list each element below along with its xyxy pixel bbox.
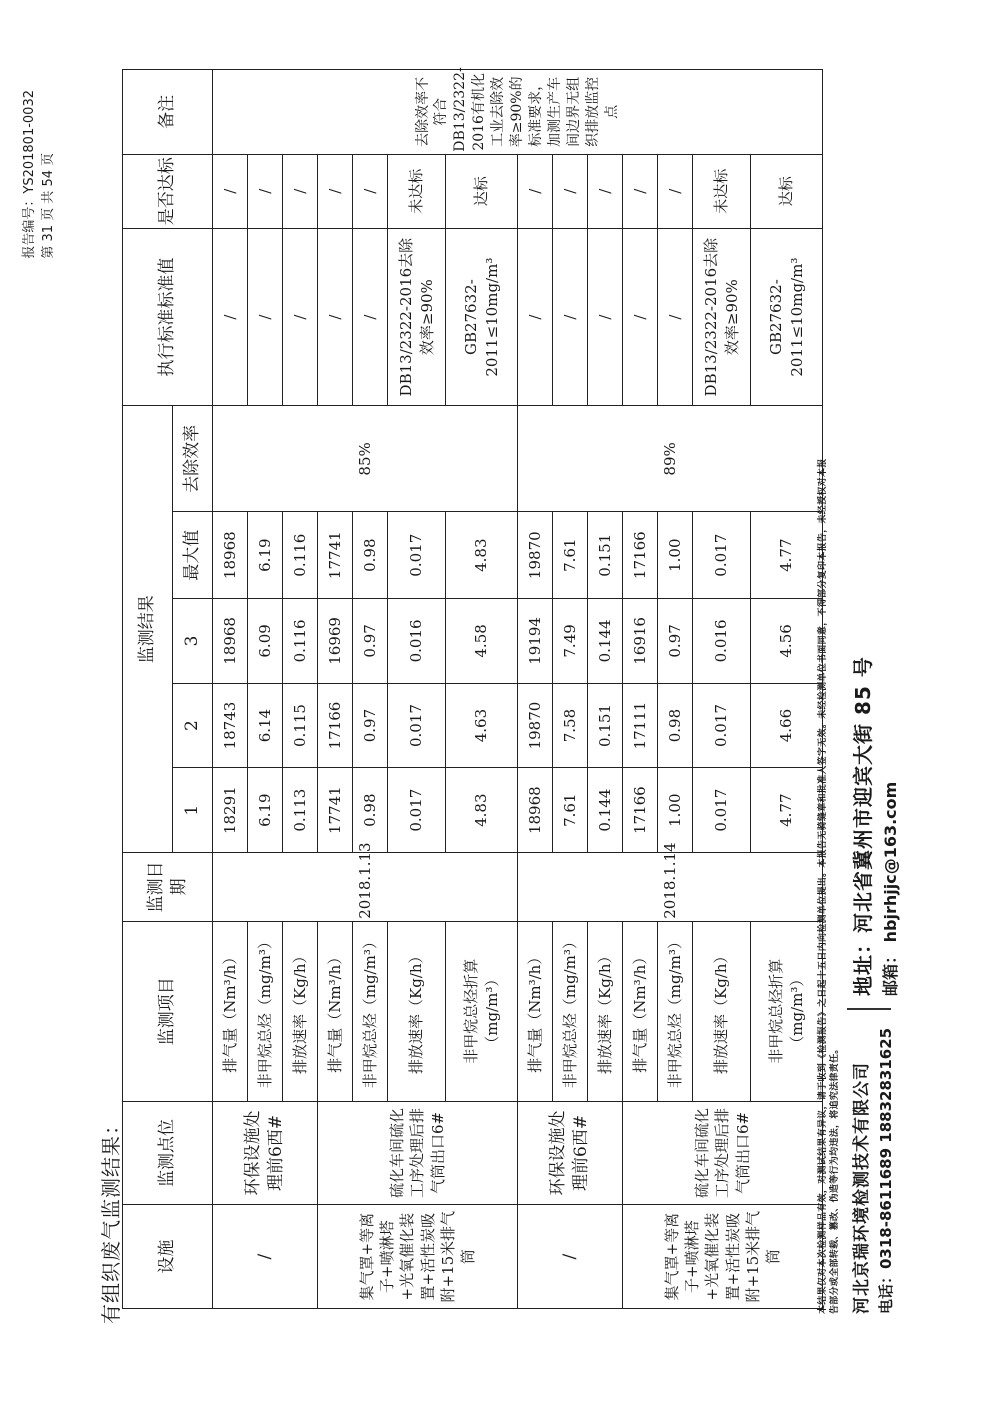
disclaimer-line-1: 本结果仅对本次检测样品有效，对测试结果有异议，请于收到《检测报告》之日起十五日内向检测单位提出。本报告无骑缝章和批准人签字无效。未经检测单位书面同意，不得部分复印本报告，未经授权对本报 bbox=[818, 458, 828, 1314]
date-cell: 2018.1.13 bbox=[213, 853, 518, 922]
report-header bbox=[20, 90, 58, 259]
value-cell: 0.116 bbox=[283, 599, 318, 684]
point-cell: 硫化车间硫化工序处理后排气筒出口6# bbox=[318, 1101, 518, 1205]
value-cell: 0.144 bbox=[588, 599, 623, 684]
disclaimer-line-2: 告部分或全部转载、篡改、伪造等行为均违法，将追究法律责任。 bbox=[830, 1044, 840, 1314]
compliance-cell: / bbox=[318, 154, 353, 228]
value-cell: 0.016 bbox=[388, 599, 446, 684]
table-row bbox=[213, 70, 248, 1309]
col-r3: 3 bbox=[173, 599, 213, 684]
footer bbox=[817, 74, 901, 1314]
standard-cell: DB13/2322-2016去除效率≥90% bbox=[388, 228, 446, 406]
value-cell: 0.017 bbox=[693, 683, 751, 768]
value-cell: 16916 bbox=[623, 599, 658, 684]
value-cell: 0.98 bbox=[658, 683, 693, 768]
max-cell: 0.116 bbox=[283, 512, 318, 599]
company-phone: 电话：0318-8611689 18832831625 bbox=[877, 1027, 895, 1314]
max-cell: 0.151 bbox=[588, 512, 623, 599]
compliance-cell: / bbox=[518, 154, 553, 228]
compliance-cell: / bbox=[213, 154, 248, 228]
value-cell: 17166 bbox=[318, 683, 353, 768]
item-cell: 非甲烷总烃（mg/m³） bbox=[353, 921, 388, 1101]
value-cell: 4.56 bbox=[751, 599, 823, 684]
col-date: 监测日期 bbox=[123, 853, 213, 922]
value-cell: 18968 bbox=[213, 599, 248, 684]
standard-cell: GB27632-2011≤10mg/m³ bbox=[446, 228, 518, 406]
compliance-cell: / bbox=[553, 154, 588, 228]
max-cell: 0.017 bbox=[693, 512, 751, 599]
company-email: 邮箱： hbjrhjjc@163.com bbox=[881, 781, 900, 996]
value-cell: 18968 bbox=[518, 768, 553, 853]
value-cell: 18743 bbox=[213, 683, 248, 768]
facility-cell: / bbox=[518, 1205, 623, 1309]
col-point: 监测点位 bbox=[123, 1101, 213, 1205]
compliance-cell: / bbox=[588, 154, 623, 228]
value-cell: 4.58 bbox=[446, 599, 518, 684]
value-cell: 17166 bbox=[623, 768, 658, 853]
standard-cell: GB27632-2011≤10mg/m³ bbox=[751, 228, 823, 406]
compliance-cell: / bbox=[658, 154, 693, 228]
col-removal: 去除效率 bbox=[173, 406, 213, 512]
standard-cell: / bbox=[248, 228, 283, 406]
standard-cell: / bbox=[623, 228, 658, 406]
standard-cell: / bbox=[553, 228, 588, 406]
value-cell: 1.00 bbox=[658, 768, 693, 853]
item-cell: 非甲烷总烃折算（mg/m³） bbox=[751, 921, 823, 1101]
item-cell: 排放速率（Kg/h） bbox=[388, 921, 446, 1101]
col-r2: 2 bbox=[173, 683, 213, 768]
value-cell: 0.113 bbox=[283, 768, 318, 853]
value-cell: 0.016 bbox=[693, 599, 751, 684]
date-cell: 2018.1.14 bbox=[518, 853, 823, 922]
col-max: 最大值 bbox=[173, 512, 213, 599]
facility-cell: 集气罩+等离子+喷淋塔+光氧催化装置+活性炭吸附+15米排气筒 bbox=[623, 1205, 823, 1309]
value-cell: 0.97 bbox=[353, 683, 388, 768]
max-cell: 7.61 bbox=[553, 512, 588, 599]
value-cell: 0.115 bbox=[283, 683, 318, 768]
col-facility: 设施 bbox=[123, 1205, 213, 1309]
value-cell: 17741 bbox=[318, 768, 353, 853]
compliance-cell: 达标 bbox=[446, 154, 518, 228]
value-cell: 16969 bbox=[318, 599, 353, 684]
company-address: 地址：河北省冀州市迎宾大街 85 号 bbox=[851, 656, 875, 996]
item-cell: 排气量（Nm³/h） bbox=[518, 921, 553, 1101]
section-title: 有组织废气监测结果： bbox=[99, 1114, 123, 1324]
facility-cell: 集气罩+等离子+喷淋塔+光氧催化装置+活性炭吸附+15米排气筒 bbox=[318, 1205, 518, 1309]
table-row bbox=[623, 70, 658, 1309]
max-cell: 19870 bbox=[518, 512, 553, 599]
item-cell: 排气量（Nm³/h） bbox=[318, 921, 353, 1101]
standard-cell: / bbox=[518, 228, 553, 406]
results-table bbox=[122, 69, 823, 1309]
col-standard: 执行标准标准值 bbox=[123, 228, 213, 406]
max-cell: 0.98 bbox=[353, 512, 388, 599]
value-cell: 0.97 bbox=[353, 599, 388, 684]
value-cell: 7.58 bbox=[553, 683, 588, 768]
max-cell: 18968 bbox=[213, 512, 248, 599]
col-item: 监测项目 bbox=[123, 921, 213, 1101]
standard-cell: / bbox=[588, 228, 623, 406]
standard-cell: / bbox=[658, 228, 693, 406]
item-cell: 排放速率（Kg/h） bbox=[588, 921, 623, 1101]
point-cell: 环保设施处理前6西# bbox=[518, 1101, 623, 1205]
value-cell: 7.61 bbox=[553, 768, 588, 853]
compliance-cell: 未达标 bbox=[388, 154, 446, 228]
item-cell: 非甲烷总烃（mg/m³） bbox=[658, 921, 693, 1101]
value-cell: 6.09 bbox=[248, 599, 283, 684]
remark-cell: 去除效率不符合DB13/2322-2016有机化工业去除效率≥90%的标准要求，加测生产车间边界无组织排放监控点 bbox=[213, 70, 823, 155]
removal-cell: 85% bbox=[213, 406, 518, 512]
max-cell: 17166 bbox=[623, 512, 658, 599]
item-cell: 排气量（Nm³/h） bbox=[213, 921, 248, 1101]
col-compliance: 是否达标 bbox=[123, 154, 213, 228]
standard-cell: / bbox=[213, 228, 248, 406]
value-cell: 0.97 bbox=[658, 599, 693, 684]
value-cell: 4.77 bbox=[751, 768, 823, 853]
table-row bbox=[318, 70, 353, 1309]
value-cell: 6.14 bbox=[248, 683, 283, 768]
item-cell: 非甲烷总烃（mg/m³） bbox=[248, 921, 283, 1101]
point-cell: 环保设施处理前6西# bbox=[213, 1101, 318, 1205]
standard-cell: / bbox=[318, 228, 353, 406]
facility-cell: / bbox=[213, 1205, 318, 1309]
page-number: 第 31 页 共 54 页 bbox=[41, 152, 56, 259]
compliance-cell: / bbox=[283, 154, 318, 228]
value-cell: 0.144 bbox=[588, 768, 623, 853]
compliance-cell: / bbox=[353, 154, 388, 228]
value-cell: 0.98 bbox=[353, 768, 388, 853]
max-cell: 4.83 bbox=[446, 512, 518, 599]
company-info bbox=[847, 74, 901, 1314]
item-cell: 非甲烷总烃（mg/m³） bbox=[553, 921, 588, 1101]
point-cell: 硫化车间硫化工序处理后排气筒出口6# bbox=[623, 1101, 823, 1205]
value-cell: 0.151 bbox=[588, 683, 623, 768]
value-cell: 0.017 bbox=[693, 768, 751, 853]
item-cell: 排放速率（Kg/h） bbox=[693, 921, 751, 1101]
value-cell: 6.19 bbox=[248, 768, 283, 853]
max-cell: 1.00 bbox=[658, 512, 693, 599]
col-remark: 备注 bbox=[123, 70, 213, 155]
standard-cell: / bbox=[283, 228, 318, 406]
value-cell: 18291 bbox=[213, 768, 248, 853]
item-cell: 排气量（Nm³/h） bbox=[623, 921, 658, 1101]
max-cell: 0.017 bbox=[388, 512, 446, 599]
value-cell: 4.66 bbox=[751, 683, 823, 768]
removal-cell: 89% bbox=[518, 406, 823, 512]
max-cell: 17741 bbox=[318, 512, 353, 599]
company-name: 河北京瑞环境检测技术有限公司 bbox=[852, 1062, 872, 1314]
company-right bbox=[847, 656, 901, 996]
compliance-cell: / bbox=[248, 154, 283, 228]
value-cell: 0.017 bbox=[388, 683, 446, 768]
item-cell: 非甲烷总烃折算（mg/m³） bbox=[446, 921, 518, 1101]
compliance-cell: 达标 bbox=[751, 154, 823, 228]
report-number: 报告编号：YS201801-0032 bbox=[22, 90, 37, 259]
value-cell: 4.63 bbox=[446, 683, 518, 768]
value-cell: 19870 bbox=[518, 683, 553, 768]
standard-cell: / bbox=[353, 228, 388, 406]
standard-cell: DB13/2322-2016去除效率≥90% bbox=[693, 228, 751, 406]
compliance-cell: 未达标 bbox=[693, 154, 751, 228]
item-cell: 排放速率（Kg/h） bbox=[283, 921, 318, 1101]
value-cell: 19194 bbox=[518, 599, 553, 684]
value-cell: 7.49 bbox=[553, 599, 588, 684]
company-left bbox=[847, 1028, 896, 1314]
value-cell: 4.83 bbox=[446, 768, 518, 853]
col-results: 监测结果 bbox=[123, 406, 173, 853]
col-r1: 1 bbox=[173, 768, 213, 853]
value-cell: 0.017 bbox=[388, 768, 446, 853]
divider bbox=[847, 1008, 891, 1010]
max-cell: 6.19 bbox=[248, 512, 283, 599]
table-row bbox=[518, 70, 553, 1309]
compliance-cell: / bbox=[623, 154, 658, 228]
value-cell: 17111 bbox=[623, 683, 658, 768]
max-cell: 4.77 bbox=[751, 512, 823, 599]
